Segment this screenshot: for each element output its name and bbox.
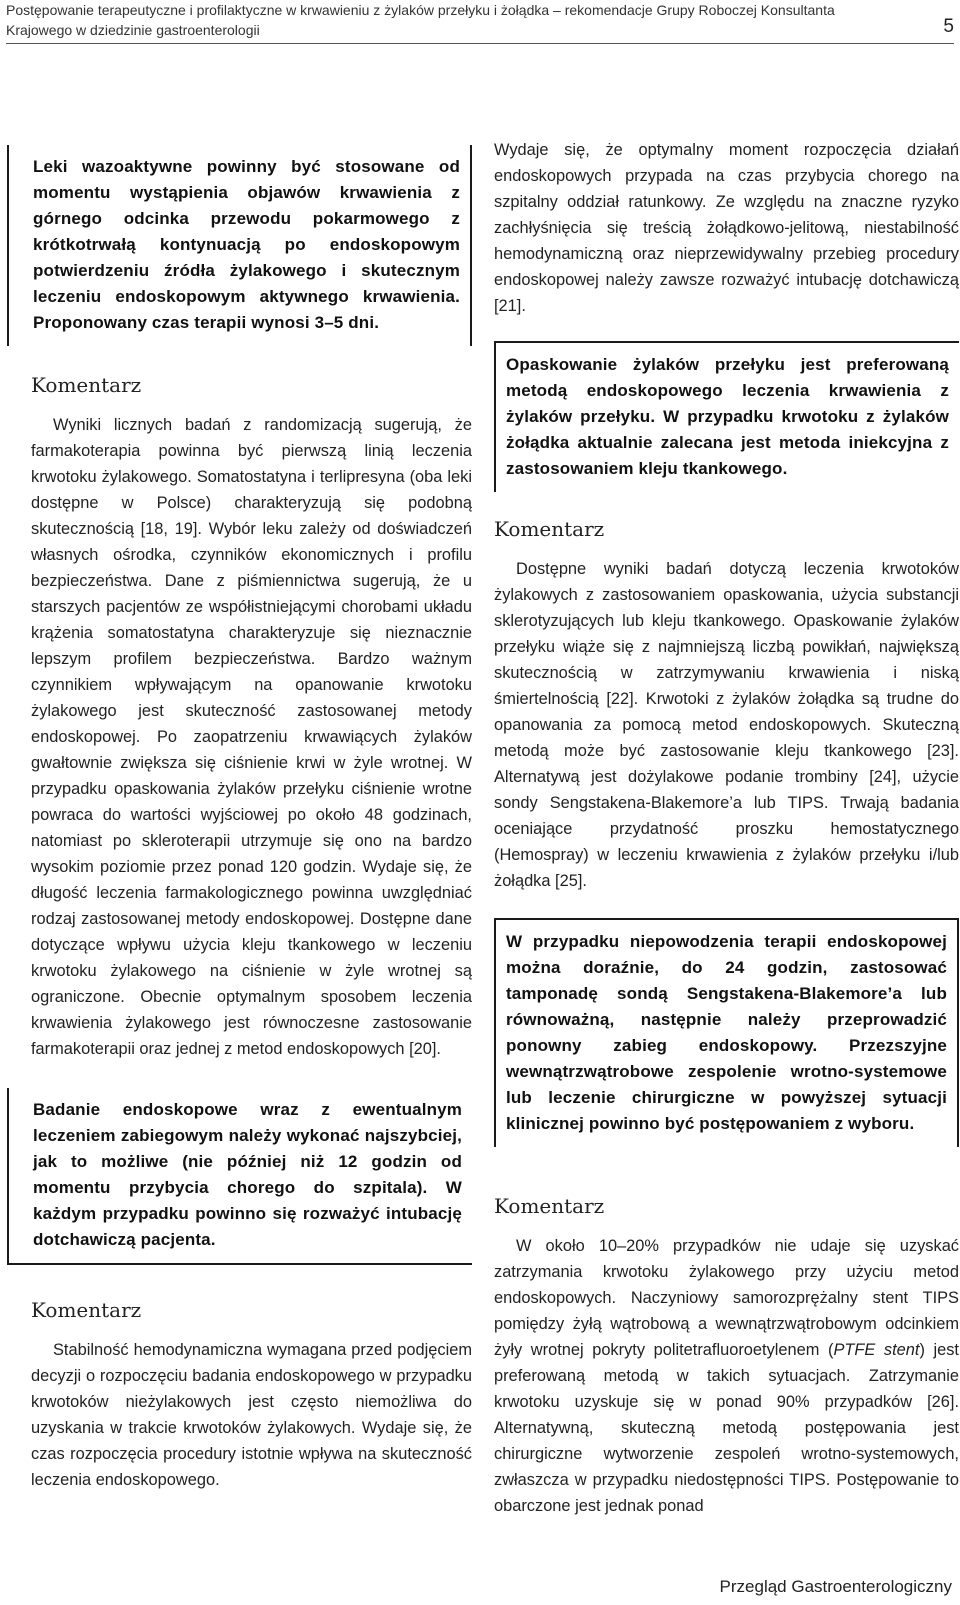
comment-paragraph [7,1337,472,1493]
comment-text-part-b: ) jest preferowaną metodą w takich sytuacjach. Zatrzymanie krwotoku uzyskuje się w ponad 90% przypadków [26]. Alternatywną, skuteczną metodą postępowania jest chirurgiczne wytworzenie zespoleń wrotno-systemowych, zwłaszcza w przypadku niedostępności TIPS. Postępowanie to obarczone jest jednak ponad [494,1341,959,1515]
right-column [494,141,959,1519]
intro-paragraph [494,137,959,319]
recommendation-box-endoscopy-timing: Badanie endoskopowe wraz z ewentualnym leczeniem zabiegowym należy wykonać najszybciej, jak to możliwe (nie później niż 12 godzin od momentu przybycia chorego do szpitala). W każdym przypadku powinno się rozważyć intubację dotchawiczą pacjenta. [7,1088,472,1265]
header-title-line1: Postępowanie terapeutyczne i profilaktyczne w krwawieniu z żylaków przełyku i żołądka – rekomendacje Grupy Roboczej Konsultanta [6,2,835,18]
comment-heading: Komentarz [31,373,142,397]
recommendation-box-band-ligation: Opaskowanie żylaków przełyku jest preferowaną metodą endoskopowego leczenia krwawienia z żylaków przełyku. W przypadku krwotoku z żylaków żołądka aktualnie zalecana jest metoda iniekcyjna z zastosowaniem kleju tkankowego. [494,341,959,492]
comment-heading: Komentarz [31,1298,142,1322]
comment-paragraph [494,556,959,894]
comment-text-part-a: W około 10–20% przypadków nie udaje się uzyskać zatrzymania krwotoku żylakowego przy użyciu metod endoskopowych. Naczyniowy samorozprężalny stent TIPS pomiędzy żyłą wątrobową a wewnątrzwątrobowym odcinkiem żyły wrotnej pokryty politetrafluoroetylenem ( [494,1237,959,1359]
recommendation-box-tamponade: W przypadku niepowodzenia terapii endoskopowej można doraźnie, do 24 godzin, zastosować tamponadę sondą Sengstakena-Blakemore’a lub równoważną, następnie należy przeprowadzić ponowny zabieg endoskopowy. Przezszyjne wewnątrzwątrobowe zespolenie wrotno-systemowe lub leczenie chirurgiczne w powyższej sytuacji klinicznej powinno być postępowaniem z wyboru. [494,918,959,1147]
comment-paragraph [7,412,472,1062]
recommendation-box-vasoactive: Leki wazoaktywne powinny być stosowane od momentu wystąpienia objawów krwawienia z górnego odcinka przewodu pokarmowego z krótkotrwałą kontynuacją po endoskopowym potwierdzeniu źródła żylakowego i skutecznym leczeniu endoskopowym aktywnego krwawienia. Proponowany czas terapii wynosi 3–5 dni. [7,145,472,346]
header-title [6,0,886,40]
comment-heading: Komentarz [494,517,605,541]
comment-text: Dostępne wyniki badań dotyczą leczenia krwotoków żylakowych z zastosowaniem opaskowania, użycia substancji sklerotyzujących lub kleju tkankowego. Opaskowanie żylaków przełyku wiąże się z najmniejszą liczbą powikłań, największą skutecznością w zatrzymywaniu krwawienia i niską śmiertelnością [22]. Krwotoki z żylaków żołądka są trudne do opanowania za pomocą metod endoskopowych. Skuteczną metodą może być zastosowanie kleju tkankowego [23]. Alternatywą jest dożylakowe podanie trombiny [24], użycie sondy Sengstakena-Blakemore’a lub TIPS. Trwają badania oceniające przydatność proszku hemostatycznego (Hemospray) w leczeniu krwawienia z żylaków przełyku i/lub żołądka [25]. [494,560,959,890]
page-number: 5 [943,16,954,37]
comment-text: Wyniki licznych badań z randomizacją sugerują, że farmakoterapia powinna być pierwszą linią leczenia krwotoku żylakowego. Somatostatyna i terlipresyna (oba leki dostępne w Polsce) charakteryzują się podobną skutecznością [18, 19]. Wybór leku zależy od doświadczeń własnych ośrodka, czynników ekonomicznych i profilu bezpieczeństwa. Dane z piśmiennictwa sugerują, że u starszych pacjentów ze współistniejącymi chorobami układu krążenia somatostatyna charakteryzuje się nieznacznie lepszym profilem bezpieczeństwa. Bardzo ważnym czynnikiem wpływającym na opanowanie krwotoku żylakowego jest skuteczność zastosowanej metody endoskopowej. Po zaopatrzeniu krwawiących żylaków gwałtownie zwiększa się ciśnienie krwi w żyle wrotnej. W przypadku opaskowania żylaków przełyku ciśnienie wrotne powraca do wartości wyjściowej po około 48 godzinach, natomiast po skleroterapii utrzymuje się ono na bardzo wysokim poziomie przez ponad 120 godzin. Wydaje się, że długość leczenia farmakologicznego powinna uwzględniać rodzaj zastosowanej metody endoskopowej. Dostępne dane dotyczące wpływu użycia kleju tkankowego w leczeniu krwotoku żylakowego na ciśnienie w żyle wrotnej są ograniczone. Obecnie optymalnym sposobem leczenia krwawienia żylakowego jest równoczesne zastosowanie farmakoterapii oraz jednej z metod endoskopowych [20]. [31,416,472,1058]
journal-footer: Przegląd Gastroenterologiczny [719,1577,952,1596]
running-header [6,0,954,44]
comment-text-italic: PTFE stent [833,1341,920,1359]
left-column [7,145,472,1493]
comment-heading: Komentarz [494,1194,605,1218]
comment-paragraph [494,1233,959,1519]
intro-text: Wydaje się, że optymalny moment rozpoczęcia działań endoskopowych przypada na czas przybycia chorego na szpitalny oddział ratunkowy. Ze względu na znaczne ryzyko zachłyśnięcia się treścią żołądkowo-jelitową, niestabilność hemodynamiczną oraz nieprzewidywalny przebieg procedury endoskopowej należy zawsze rozważyć intubację dotchawiczą [21]. [494,141,959,315]
comment-text: Stabilność hemodynamiczna wymagana przed podjęciem decyzji o rozpoczęciu badania endoskopowego w przypadku krwotoków nieżylakowych jest często niemożliwa do uzyskania w trakcie krwotoków żylakowych. Wydaje się, że czas rozpoczęcia procedury istotnie wpływa na skuteczność leczenia endoskopowego. [31,1341,472,1489]
header-title-line2: Krajowego w dziedzinie gastroenterologii [6,22,260,38]
